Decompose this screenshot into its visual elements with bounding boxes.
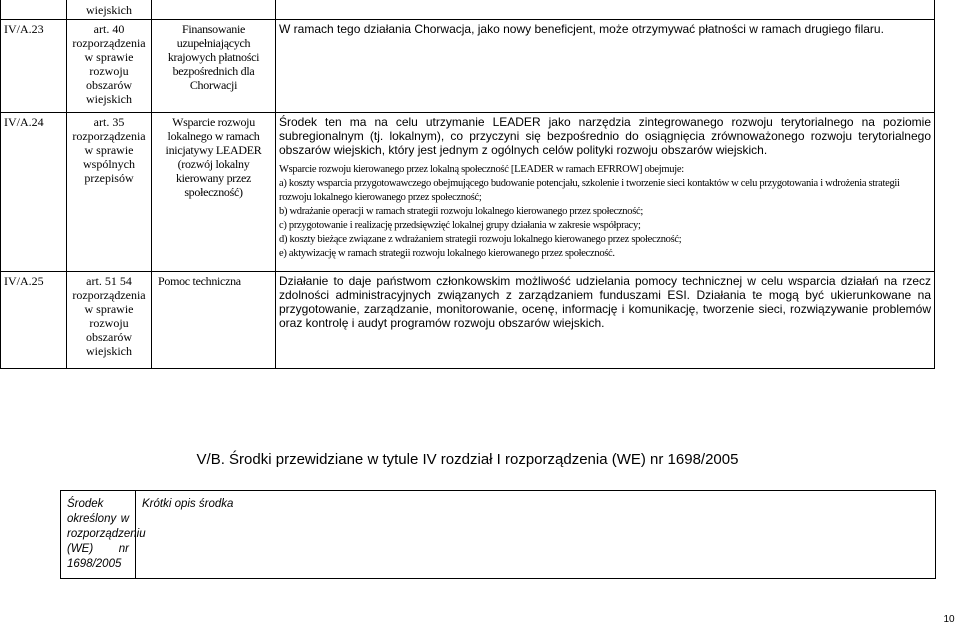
row-measure: Wsparcie rozwoju lokalnego w ramach inicjatywy LEADER (rozwój lokalny kierowany przez społeczność) bbox=[152, 113, 276, 272]
sub-item: d) koszty bieżące związane z wdrażaniem strategii rozwoju lokalnego kierowanego przez społeczność; bbox=[279, 234, 682, 245]
table-row bbox=[1, 0, 935, 20]
table-row bbox=[1, 272, 935, 369]
sub-item: b) wdrażanie operacji w ramach strategii rozwoju lokalnego kierowanego przez społeczność; bbox=[279, 206, 643, 217]
column-measure-header: Środek określony w rozporządzeniu (WE) nr 1698/2005 bbox=[61, 491, 136, 579]
table-row bbox=[1, 20, 935, 113]
section-heading: V/B. Środki przewidziane w tytule IV rozdział I rozporządzenia (WE) nr 1698/2005 bbox=[196, 451, 739, 468]
sub-item: a) koszty wsparcia przygotowawczego obejmującego budowanie potencjału, szkolenie i tworzenie sieci kontaktów w celu przygotowania i wdrożenia strategii rozwoju lokalnego kierowanego przez społeczność; bbox=[279, 178, 900, 203]
row-measure: Pomoc techniczna bbox=[152, 272, 276, 369]
sub-item: c) przygotowanie i realizację przedsięwzięć lokalnej grupy działania w zakresie współpracy; bbox=[279, 220, 641, 231]
row-description-cell bbox=[276, 113, 935, 272]
measures-summary-table bbox=[60, 490, 936, 579]
row-article: wiejskich bbox=[67, 0, 152, 20]
row-description: W ramach tego działania Chorwacja, jako nowy beneficjent, może otrzymywać płatności w ramach drugiego filaru. bbox=[276, 20, 935, 113]
row-article: art. 51 54 rozporządzenia w sprawie rozwoju obszarów wiejskich bbox=[67, 272, 152, 369]
row-description: Działanie to daje państwom członkowskim możliwość udzielania pomocy technicznej w celu wsparcia działań na rzecz zdolności administracyjnych związanych z zarządzaniem funduszami ESI. Działania te mogą być ukierunkowane na przygotowanie, zarządzanie, monitorowanie, ocenę, informację i komunikację, tworzenie sieci, rozwiązywanie problemów oraz kontrolę i audyt programów rozwoju obszarów wiejskich. bbox=[276, 272, 935, 369]
row-code: IV/A.25 bbox=[1, 272, 67, 369]
table-row bbox=[1, 113, 935, 272]
table-row bbox=[61, 491, 936, 579]
row-description bbox=[276, 0, 935, 20]
row-article: art. 40 rozporządzenia w sprawie rozwoju obszarów wiejskich bbox=[67, 20, 152, 113]
row-description: Środek ten ma na celu utrzymanie LEADER jako narzędzia zintegrowanego rozwoju terytorialnego na poziomie subregionalnym (tj. lokalnym), co przyczyni się bezpośrednio do osiągnięcia zrównoważonego rozwoju terytorialnego obszarów wiejskich, który jest jednym z ogólnych celów polityki rozwoju obszarów wiejskich. bbox=[279, 115, 931, 157]
sub-intro: Wsparcie rozwoju kierowanego przez lokalną społeczność [LEADER w ramach EFRROW] obejmuje: bbox=[279, 164, 684, 175]
page-number: 10 bbox=[943, 614, 955, 625]
column-description-header: Krótki opis środka bbox=[136, 491, 936, 579]
row-measure bbox=[152, 0, 276, 20]
row-code: IV/A.24 bbox=[1, 113, 67, 272]
row-article: art. 35 rozporządzenia w sprawie wspólnych przepisów bbox=[67, 113, 152, 272]
row-code bbox=[1, 0, 67, 20]
sub-item: e) aktywizację w ramach strategii rozwoju lokalnego kierowanego przez społeczność. bbox=[279, 248, 615, 259]
row-code: IV/A.23 bbox=[1, 20, 67, 113]
row-measure: Finansowanie uzupełniających krajowych płatności bezpośrednich dla Chorwacji bbox=[152, 20, 276, 113]
